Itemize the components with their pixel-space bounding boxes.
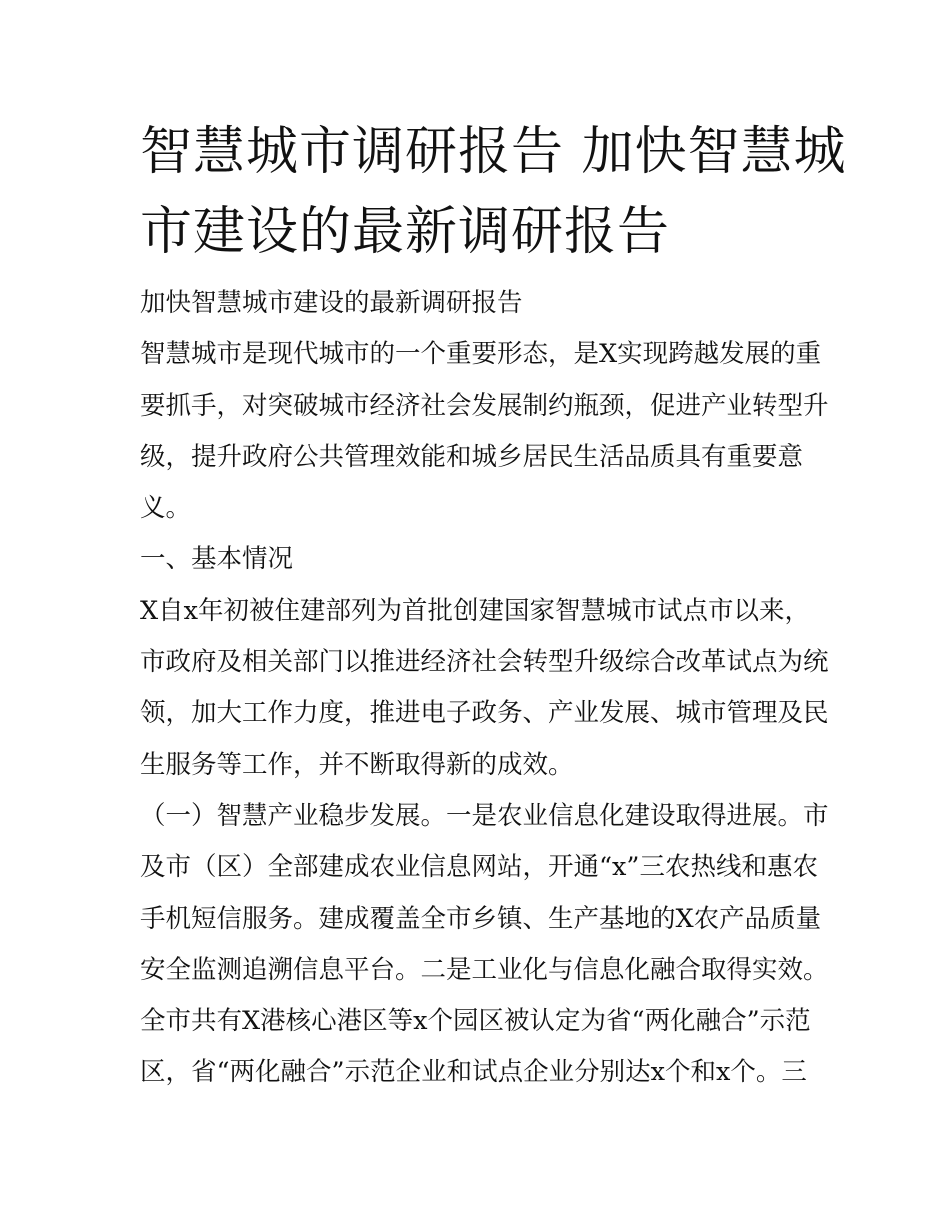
text-line: 区，省“两化融合”示范企业和试点企业分别达x个和x个。三 (140, 1057, 807, 1088)
section-heading: 一、基本情况 (140, 544, 294, 575)
text-line: 领，加大工作力度，推进电子政务、产业发展、城市管理及民 (140, 698, 829, 729)
text-line: 义。 (140, 493, 192, 524)
title-line: 市建设的最新调研报告 (140, 202, 671, 262)
text-line: （一）智慧产业稳步发展。一是农业信息化建设取得进展。市 (140, 800, 829, 831)
text-line: 及市（区）全部建成农业信息网站，开通“x”三农热线和惠农 (140, 852, 818, 883)
document-title (140, 112, 847, 272)
document-body (140, 278, 830, 1099)
text-line: X自x年初被住建部列为首批创建国家智慧城市试点市以来， (140, 595, 811, 626)
text-line: 生服务等工作，并不断取得新的成效。 (140, 749, 574, 780)
text-line: 要抓手，对突破城市经济社会发展制约瓶颈，促进产业转型升 (140, 390, 829, 421)
text-line: 级，提升政府公共管理效能和城乡居民生活品质具有重要意 (140, 441, 804, 472)
text-line: 安全监测追溯信息平台。二是工业化与信息化融合取得实效。 (140, 954, 829, 985)
text-line: 手机短信服务。建成覆盖全市乡镇、生产基地的X农产品质量 (140, 903, 822, 934)
subtitle-line: 加快智慧城市建设的最新调研报告 (140, 288, 523, 318)
text-line: 全市共有X港核心港区等x个园区被认定为省“两化融合”示范 (140, 1006, 811, 1037)
title-line: 智慧城市调研报告 加快智慧城 (140, 122, 847, 182)
text-line: 市政府及相关部门以推进经济社会转型升级综合改革试点为统 (140, 647, 829, 678)
text-line: 智慧城市是现代城市的一个重要形态，是X实现跨越发展的重 (140, 339, 822, 370)
